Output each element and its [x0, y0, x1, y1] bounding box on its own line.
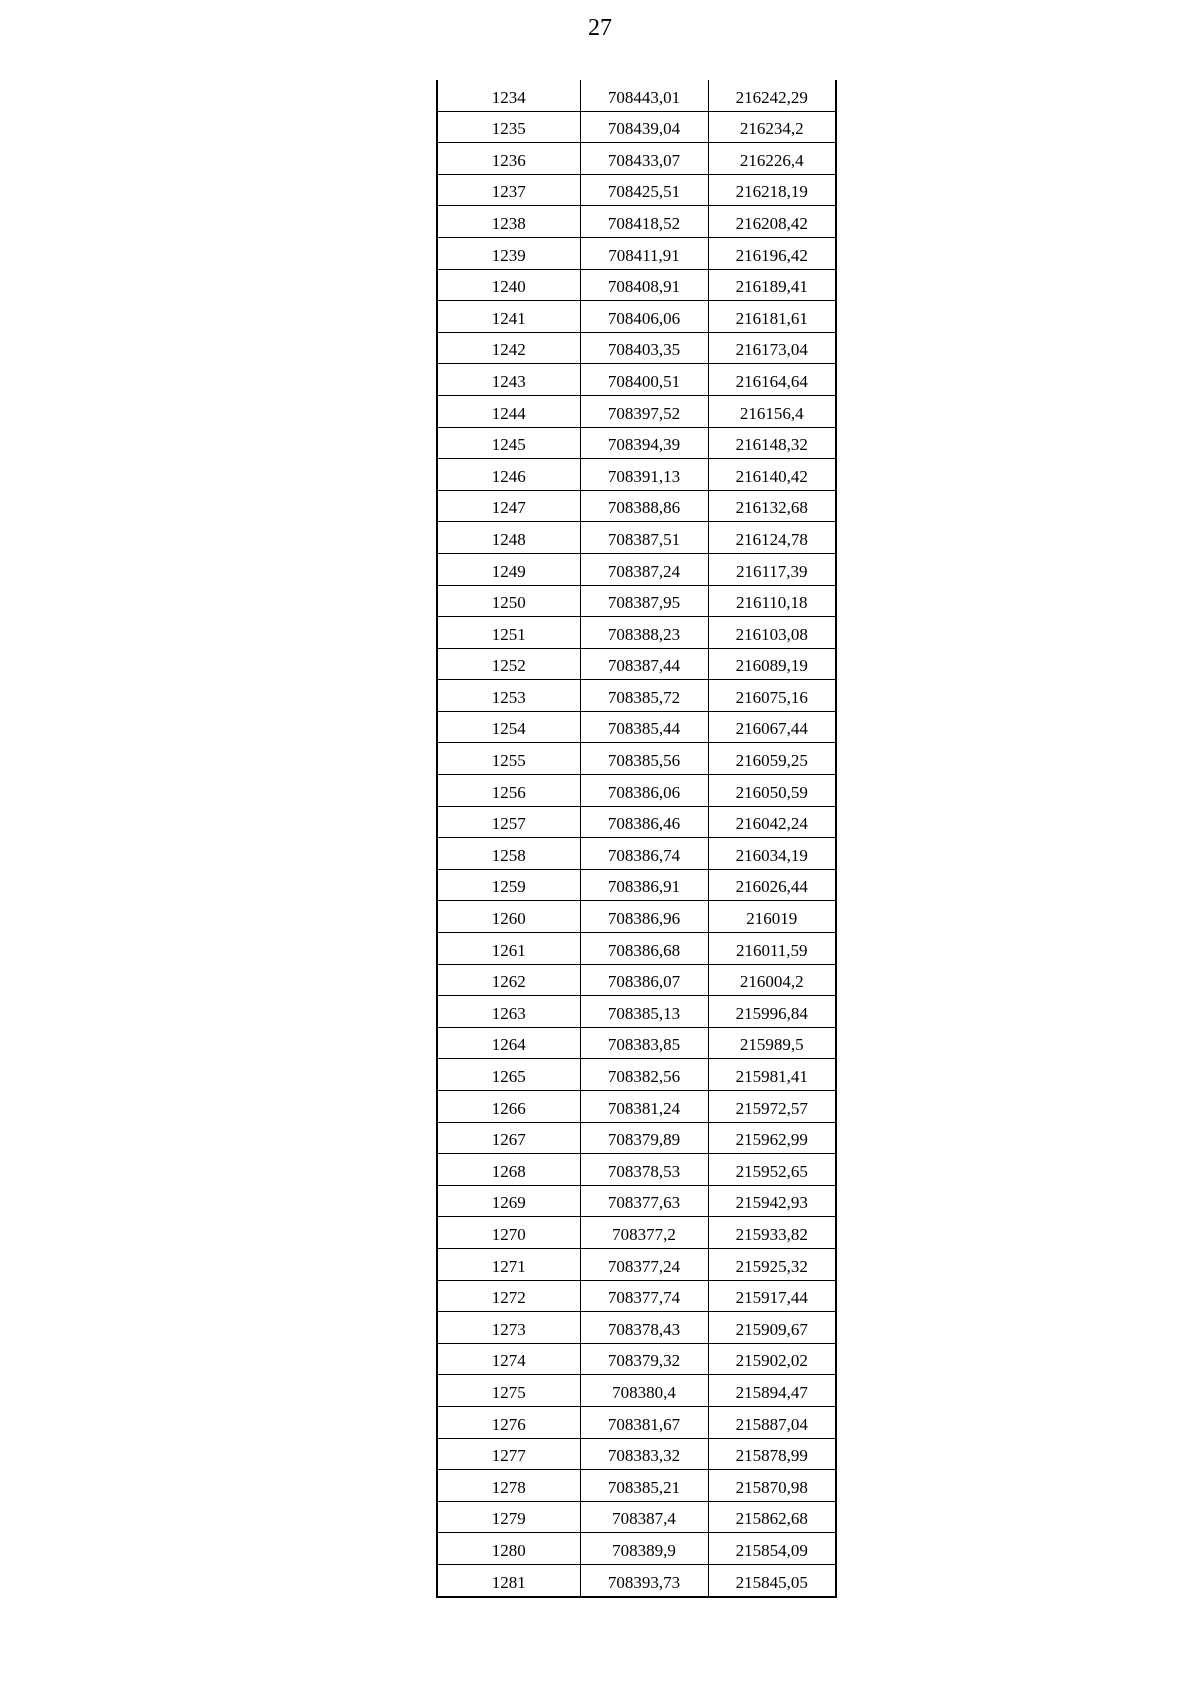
x-coordinate-cell: 708400,51: [580, 364, 708, 396]
table-row: [437, 585, 836, 617]
y-coordinate-cell: 216067,44: [708, 711, 836, 743]
table-row: [437, 901, 836, 933]
table-row: [437, 869, 836, 901]
point-number-cell: 1246: [437, 459, 580, 491]
table-row: [437, 1185, 836, 1217]
x-coordinate-cell: 708379,32: [580, 1343, 708, 1375]
table-row: [437, 206, 836, 238]
y-coordinate-cell: 215933,82: [708, 1217, 836, 1249]
y-coordinate-cell: 216124,78: [708, 522, 836, 554]
y-coordinate-cell: 216089,19: [708, 648, 836, 680]
x-coordinate-cell: 708433,07: [580, 143, 708, 175]
x-coordinate-cell: 708418,52: [580, 206, 708, 238]
x-coordinate-cell: 708386,96: [580, 901, 708, 933]
x-coordinate-cell: 708388,86: [580, 490, 708, 522]
point-number-cell: 1278: [437, 1470, 580, 1502]
x-coordinate-cell: 708387,4: [580, 1501, 708, 1533]
point-number-cell: 1250: [437, 585, 580, 617]
point-number-cell: 1235: [437, 111, 580, 143]
x-coordinate-cell: 708387,51: [580, 522, 708, 554]
y-coordinate-cell: 215925,32: [708, 1248, 836, 1280]
x-coordinate-cell: 708439,04: [580, 111, 708, 143]
x-coordinate-cell: 708394,39: [580, 427, 708, 459]
table-row: [437, 490, 836, 522]
table-row: [437, 1438, 836, 1470]
y-coordinate-cell: 215981,41: [708, 1059, 836, 1091]
point-number-cell: 1258: [437, 838, 580, 870]
point-number-cell: 1268: [437, 1154, 580, 1186]
point-number-cell: 1249: [437, 553, 580, 585]
y-coordinate-cell: 216181,61: [708, 301, 836, 333]
x-coordinate-cell: 708377,2: [580, 1217, 708, 1249]
y-coordinate-cell: 216059,25: [708, 743, 836, 775]
x-coordinate-cell: 708386,91: [580, 869, 708, 901]
table-row: [437, 964, 836, 996]
x-coordinate-cell: 708383,32: [580, 1438, 708, 1470]
point-number-cell: 1276: [437, 1406, 580, 1438]
y-coordinate-cell: 216196,42: [708, 237, 836, 269]
y-coordinate-cell: 215845,05: [708, 1564, 836, 1596]
y-coordinate-cell: 216103,08: [708, 617, 836, 649]
point-number-cell: 1259: [437, 869, 580, 901]
x-coordinate-cell: 708385,72: [580, 680, 708, 712]
y-coordinate-cell: 215894,47: [708, 1375, 836, 1407]
x-coordinate-cell: 708386,68: [580, 933, 708, 965]
y-coordinate-cell: 216110,18: [708, 585, 836, 617]
table-row: [437, 1122, 836, 1154]
point-number-cell: 1241: [437, 301, 580, 333]
y-coordinate-cell: 216117,39: [708, 553, 836, 585]
x-coordinate-cell: 708383,85: [580, 1027, 708, 1059]
table-row: [437, 395, 836, 427]
y-coordinate-cell: 215878,99: [708, 1438, 836, 1470]
y-coordinate-cell: 216132,68: [708, 490, 836, 522]
y-coordinate-cell: 216242,29: [708, 80, 836, 111]
x-coordinate-cell: 708386,07: [580, 964, 708, 996]
x-coordinate-cell: 708406,06: [580, 301, 708, 333]
x-coordinate-cell: 708403,35: [580, 332, 708, 364]
x-coordinate-cell: 708386,46: [580, 806, 708, 838]
y-coordinate-cell: 216226,4: [708, 143, 836, 175]
table-row: [437, 80, 836, 111]
x-coordinate-cell: 708385,56: [580, 743, 708, 775]
point-number-cell: 1245: [437, 427, 580, 459]
point-number-cell: 1271: [437, 1248, 580, 1280]
point-number-cell: 1247: [437, 490, 580, 522]
y-coordinate-cell: 216050,59: [708, 775, 836, 807]
x-coordinate-cell: 708387,44: [580, 648, 708, 680]
point-number-cell: 1265: [437, 1059, 580, 1091]
y-coordinate-cell: 216140,42: [708, 459, 836, 491]
x-coordinate-cell: 708377,74: [580, 1280, 708, 1312]
y-coordinate-cell: 215909,67: [708, 1312, 836, 1344]
point-number-cell: 1236: [437, 143, 580, 175]
y-coordinate-cell: 216011,59: [708, 933, 836, 965]
page-number: 27: [588, 15, 612, 41]
x-coordinate-cell: 708387,95: [580, 585, 708, 617]
table-row: [437, 775, 836, 807]
table-row: [437, 459, 836, 491]
point-number-cell: 1274: [437, 1343, 580, 1375]
x-coordinate-cell: 708393,73: [580, 1564, 708, 1596]
table-row: [437, 1248, 836, 1280]
point-number-cell: 1237: [437, 174, 580, 206]
point-number-cell: 1270: [437, 1217, 580, 1249]
point-number-cell: 1242: [437, 332, 580, 364]
x-coordinate-cell: 708385,21: [580, 1470, 708, 1502]
y-coordinate-cell: 216042,24: [708, 806, 836, 838]
y-coordinate-cell: 216234,2: [708, 111, 836, 143]
x-coordinate-cell: 708408,91: [580, 269, 708, 301]
table-row: [437, 522, 836, 554]
y-coordinate-cell: 215952,65: [708, 1154, 836, 1186]
table-row: [437, 838, 836, 870]
point-number-cell: 1267: [437, 1122, 580, 1154]
table-row: [437, 680, 836, 712]
point-number-cell: 1248: [437, 522, 580, 554]
y-coordinate-cell: 216026,44: [708, 869, 836, 901]
x-coordinate-cell: 708378,53: [580, 1154, 708, 1186]
table-row: [437, 1217, 836, 1249]
point-number-cell: 1240: [437, 269, 580, 301]
table-row: [437, 364, 836, 396]
table-row: [437, 1470, 836, 1502]
y-coordinate-cell: 216218,19: [708, 174, 836, 206]
table-row: [437, 1406, 836, 1438]
point-number-cell: 1277: [437, 1438, 580, 1470]
y-coordinate-cell: 215962,99: [708, 1122, 836, 1154]
point-number-cell: 1260: [437, 901, 580, 933]
y-coordinate-cell: 216164,64: [708, 364, 836, 396]
x-coordinate-cell: 708411,91: [580, 237, 708, 269]
x-coordinate-cell: 708381,67: [580, 1406, 708, 1438]
x-coordinate-cell: 708386,06: [580, 775, 708, 807]
point-number-cell: 1280: [437, 1533, 580, 1565]
table-row: [437, 237, 836, 269]
table-row: [437, 1027, 836, 1059]
x-coordinate-cell: 708377,24: [580, 1248, 708, 1280]
y-coordinate-cell: 215902,02: [708, 1343, 836, 1375]
table-row: [437, 174, 836, 206]
table-row: [437, 427, 836, 459]
y-coordinate-cell: 215972,57: [708, 1091, 836, 1123]
x-coordinate-cell: 708386,74: [580, 838, 708, 870]
table-row: [437, 806, 836, 838]
table-row: [437, 1059, 836, 1091]
table-row: [437, 553, 836, 585]
x-coordinate-cell: 708389,9: [580, 1533, 708, 1565]
y-coordinate-cell: 215996,84: [708, 996, 836, 1028]
point-number-cell: 1264: [437, 1027, 580, 1059]
point-number-cell: 1239: [437, 237, 580, 269]
y-coordinate-cell: 216173,04: [708, 332, 836, 364]
x-coordinate-cell: 708425,51: [580, 174, 708, 206]
y-coordinate-cell: 215989,5: [708, 1027, 836, 1059]
point-number-cell: 1254: [437, 711, 580, 743]
x-coordinate-cell: 708385,44: [580, 711, 708, 743]
y-coordinate-cell: 216034,19: [708, 838, 836, 870]
point-number-cell: 1252: [437, 648, 580, 680]
point-number-cell: 1263: [437, 996, 580, 1028]
table-row: [437, 1312, 836, 1344]
y-coordinate-cell: 216208,42: [708, 206, 836, 238]
table-row: [437, 111, 836, 143]
point-number-cell: 1261: [437, 933, 580, 965]
x-coordinate-cell: 708443,01: [580, 80, 708, 111]
table-row: [437, 617, 836, 649]
point-number-cell: 1272: [437, 1280, 580, 1312]
y-coordinate-cell: 215854,09: [708, 1533, 836, 1565]
table-row: [437, 1501, 836, 1533]
coordinates-table: [436, 80, 837, 1598]
x-coordinate-cell: 708397,52: [580, 395, 708, 427]
point-number-cell: 1255: [437, 743, 580, 775]
table-row: [437, 996, 836, 1028]
table-row: [437, 1091, 836, 1123]
x-coordinate-cell: 708381,24: [580, 1091, 708, 1123]
x-coordinate-cell: 708378,43: [580, 1312, 708, 1344]
y-coordinate-cell: 215917,44: [708, 1280, 836, 1312]
point-number-cell: 1275: [437, 1375, 580, 1407]
point-number-cell: 1234: [437, 80, 580, 111]
point-number-cell: 1244: [437, 395, 580, 427]
y-coordinate-cell: 216075,16: [708, 680, 836, 712]
x-coordinate-cell: 708380,4: [580, 1375, 708, 1407]
x-coordinate-cell: 708387,24: [580, 553, 708, 585]
point-number-cell: 1269: [437, 1185, 580, 1217]
x-coordinate-cell: 708382,56: [580, 1059, 708, 1091]
y-coordinate-cell: 216019: [708, 901, 836, 933]
point-number-cell: 1251: [437, 617, 580, 649]
table-row: [437, 648, 836, 680]
table-row: [437, 143, 836, 175]
table-row: [437, 1280, 836, 1312]
table-row: [437, 743, 836, 775]
table-row: [437, 1375, 836, 1407]
table-row: [437, 711, 836, 743]
table-row: [437, 301, 836, 333]
point-number-cell: 1257: [437, 806, 580, 838]
x-coordinate-cell: 708391,13: [580, 459, 708, 491]
table-row: [437, 1343, 836, 1375]
y-coordinate-cell: 216148,32: [708, 427, 836, 459]
y-coordinate-cell: 216189,41: [708, 269, 836, 301]
table-row: [437, 1533, 836, 1565]
table-row: [437, 933, 836, 965]
coordinates-table-body: [437, 80, 836, 1597]
table-row: [437, 1154, 836, 1186]
point-number-cell: 1266: [437, 1091, 580, 1123]
x-coordinate-cell: 708388,23: [580, 617, 708, 649]
point-number-cell: 1279: [437, 1501, 580, 1533]
table-row: [437, 1564, 836, 1596]
x-coordinate-cell: 708377,63: [580, 1185, 708, 1217]
point-number-cell: 1273: [437, 1312, 580, 1344]
y-coordinate-cell: 215870,98: [708, 1470, 836, 1502]
point-number-cell: 1238: [437, 206, 580, 238]
point-number-cell: 1253: [437, 680, 580, 712]
x-coordinate-cell: 708379,89: [580, 1122, 708, 1154]
point-number-cell: 1256: [437, 775, 580, 807]
y-coordinate-cell: 216156,4: [708, 395, 836, 427]
point-number-cell: 1243: [437, 364, 580, 396]
y-coordinate-cell: 215942,93: [708, 1185, 836, 1217]
point-number-cell: 1262: [437, 964, 580, 996]
table-row: [437, 332, 836, 364]
table-row: [437, 269, 836, 301]
y-coordinate-cell: 216004,2: [708, 964, 836, 996]
y-coordinate-cell: 215862,68: [708, 1501, 836, 1533]
x-coordinate-cell: 708385,13: [580, 996, 708, 1028]
point-number-cell: 1281: [437, 1564, 580, 1596]
y-coordinate-cell: 215887,04: [708, 1406, 836, 1438]
